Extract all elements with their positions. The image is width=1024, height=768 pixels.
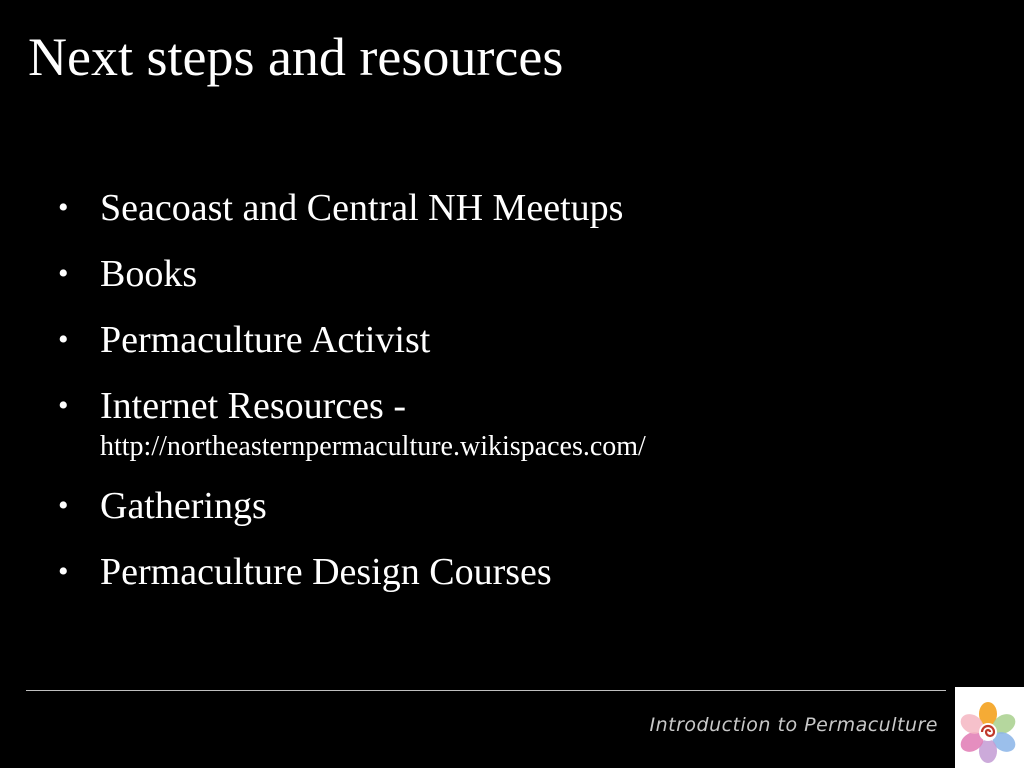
footer-divider [26,690,946,691]
footer-caption: Introduction to Permaculture [649,714,938,736]
bullet-text: Permaculture Activist [100,319,431,361]
bullet-marker: • [58,389,69,422]
bullet-item [58,384,958,462]
logo [955,687,1024,768]
bullet-text: Books [100,253,198,295]
bullet-marker: • [58,257,69,290]
slide-title: Next steps and resources [28,27,564,87]
bullet-item [58,550,958,594]
bullet-marker: • [58,555,69,588]
bullet-marker: • [58,323,69,356]
bullet-item [58,318,958,362]
flower-spiral-icon [955,687,1024,768]
bullet-list [58,186,958,616]
bullet-marker: • [58,489,69,522]
bullet-item [58,186,958,230]
bullet-text: Seacoast and Central NH Meetups [100,187,624,229]
bullet-text: Permaculture Design Courses [100,551,552,593]
bullet-text: Internet Resources - [100,385,406,427]
bullet-item [58,484,958,528]
bullet-item [58,252,958,296]
bullet-text: Gatherings [100,485,267,527]
bullet-marker: • [58,191,69,224]
resource-link[interactable]: http://northeasternpermaculture.wikispaces.com/ [100,431,646,462]
